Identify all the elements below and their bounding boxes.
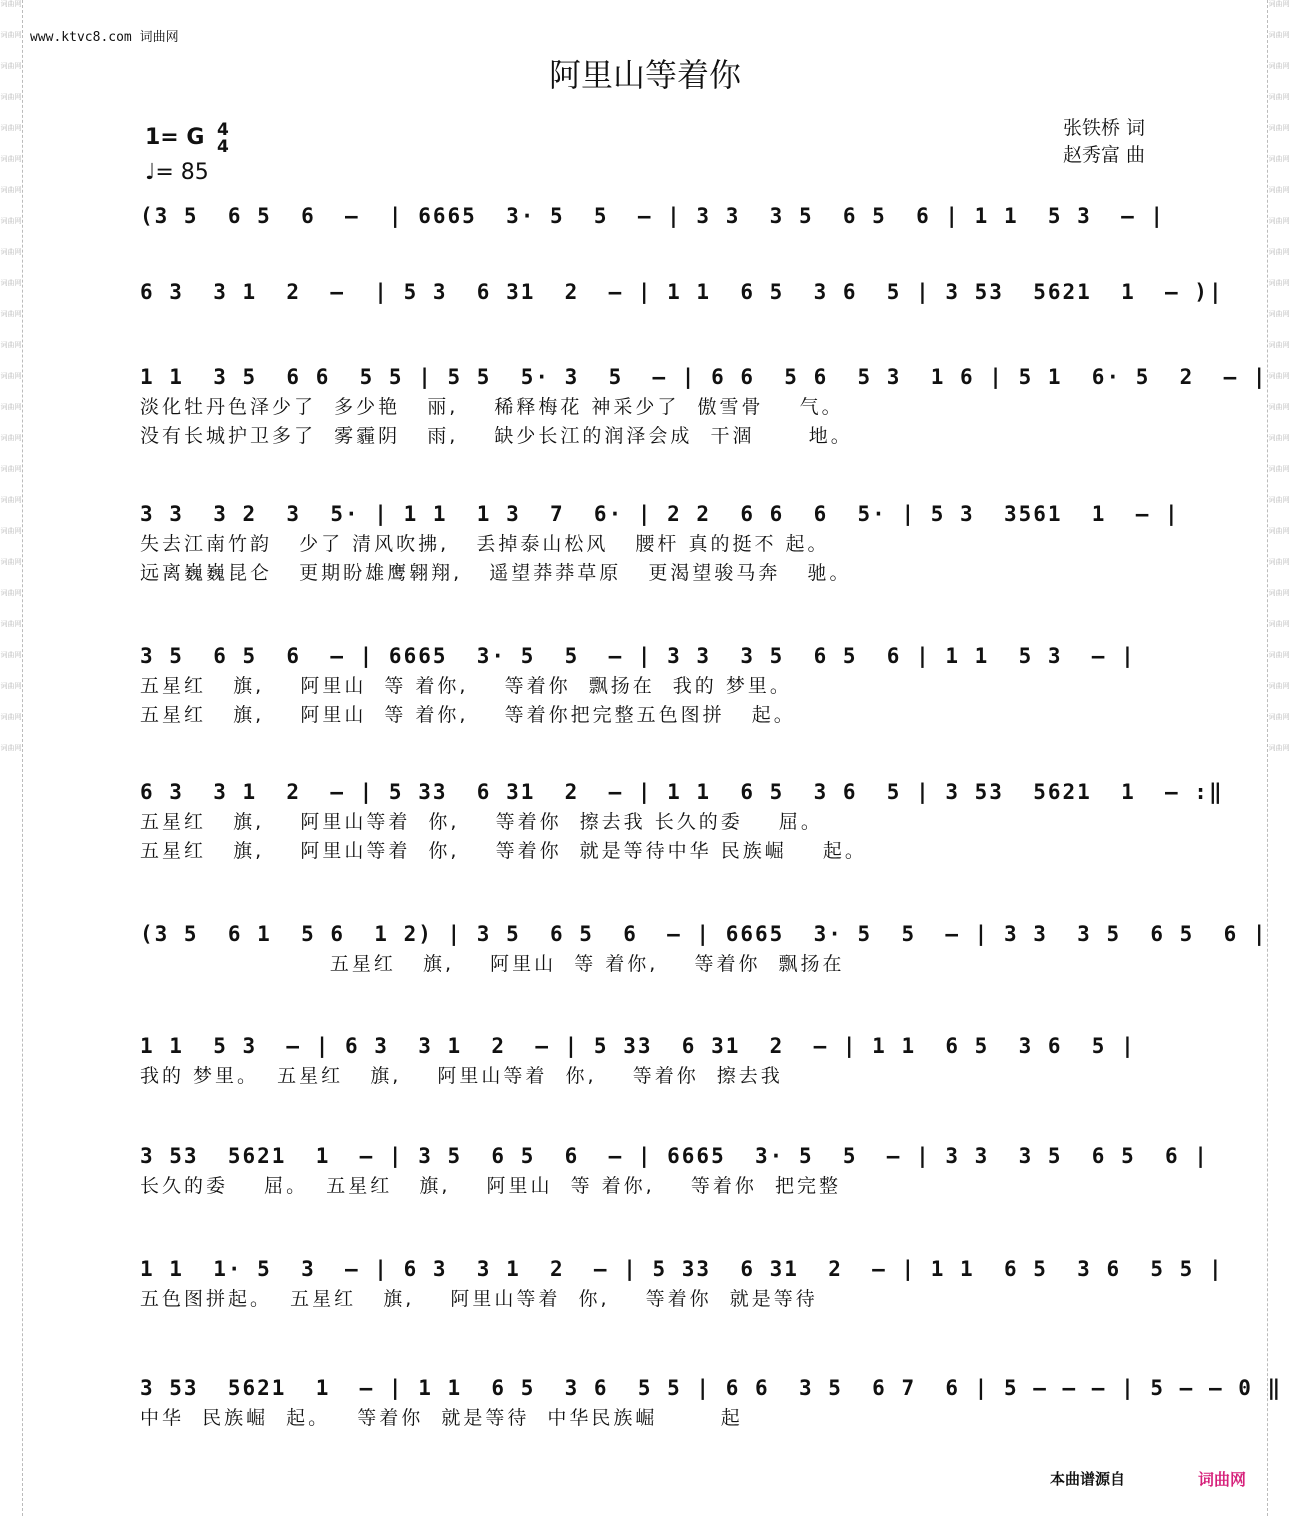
notation-line: 3 53 5621 1 – | 1 1 6 5 3 6 5 5 | 6 6 3 5 6 7 6 | 5 – – – | 5 – – 0 ‖ bbox=[140, 1376, 1283, 1400]
lyric-line: 五星红 旗, 阿里山 等 着你, 等着你 飘扬在 bbox=[140, 953, 845, 975]
notation-line: 3 5 6 5 6 – | 6665 3· 5 5 – | 3 3 3 5 6 5 6 | 1 1 5 3 – | bbox=[140, 644, 1136, 668]
notation-line: 6 3 3 1 2 – | 5 33 6 31 2 – | 1 1 6 5 3 6 5 | 3 53 5621 1 – :‖ bbox=[140, 780, 1224, 804]
notation-line: 6 3 3 1 2 – | 5 3 6 31 2 – | 1 1 6 5 3 6 5 | 3 53 5621 1 – )| bbox=[140, 280, 1224, 304]
lyricist-credit: 张铁桥 词 bbox=[1062, 117, 1145, 139]
lyric-line: 远离巍巍昆仑 更期盼雄鹰翱翔, 遥望莽莽草原 更渴望骏马奔 驰。 bbox=[140, 562, 852, 584]
score-system bbox=[140, 1030, 1152, 1091]
left-watermark-strip: 词曲网 词曲网 词曲网 词曲网 词曲网 词曲网 词曲网 词曲网 词曲网 词曲网 词曲网 词曲网 词曲网 词曲网 词曲网 词曲网 词曲网 词曲网 词曲网 词曲网 词曲网 词曲网 词曲网 词曲网 词曲网 bbox=[0, 0, 23, 1516]
right-watermark-strip: 词曲网 词曲网 词曲网 词曲网 词曲网 词曲网 词曲网 词曲网 词曲网 词曲网 词曲网 词曲网 词曲网 词曲网 词曲网 词曲网 词曲网 词曲网 词曲网 词曲网 词曲网 词曲网 词曲网 词曲网 词曲网 bbox=[1267, 0, 1290, 1516]
notation-line: 1 1 3 5 6 6 5 5 | 5 5 5· 3 5 – | 6 6 5 6 5 3 1 6 | 5 1 6· 5 2 – | bbox=[140, 365, 1268, 389]
lyric-line: 长久的委 屈。 五星红 旗, 阿里山 等 着你, 等着你 把完整 bbox=[140, 1175, 841, 1197]
credits bbox=[1063, 115, 1145, 169]
song-title: 阿里山等着你 bbox=[548, 56, 741, 94]
notation-line: (3 5 6 5 6 – | 6665 3· 5 5 – | 3 3 3 5 6 5 6 | 1 1 5 3 – | bbox=[140, 204, 1166, 228]
score-system bbox=[140, 498, 1180, 588]
score-system bbox=[140, 1140, 1209, 1201]
time-signature-bottom: 4 bbox=[217, 137, 229, 157]
lyric-line: 五星红 旗, 阿里山 等 着你, 等着你 飘扬在 我的 梦里。 bbox=[140, 675, 792, 697]
notation-line: 3 3 3 2 3 5· | 1 1 1 3 7 6· | 2 2 6 6 6 5· | 5 3 3561 1 – | bbox=[140, 502, 1180, 526]
lyric-line: 没有长城护卫多了 雾霾阴 雨, 缺少长江的润泽会成 干涸 地。 bbox=[140, 425, 853, 447]
source-url: www.ktvc8.com 词曲网 bbox=[30, 30, 179, 45]
lyric-line: 五星红 旗, 阿里山等着 你, 等着你 擦去我 长久的委 屈。 bbox=[140, 811, 823, 833]
lyric-line: 失去江南竹韵 少了 清风吹拂, 丢掉泰山松风 腰杆 真的挺不 起。 bbox=[140, 533, 830, 555]
score-system bbox=[140, 640, 1152, 730]
notation-line: (3 5 6 1 5 6 1 2) | 3 5 6 5 6 – | 6665 3· 5 5 – | 3 3 3 5 6 5 6 | bbox=[140, 922, 1268, 946]
footer-source-label: 本曲谱源自 bbox=[1050, 1470, 1126, 1488]
lyric-line: 我的 梦里。 五星红 旗, 阿里山等着 你, 等着你 擦去我 bbox=[140, 1065, 783, 1087]
lyric-line: 五星红 旗, 阿里山等着 你, 等着你 就是等待中华 民族崛 起。 bbox=[140, 840, 867, 862]
notation-line: 1 1 5 3 – | 6 3 3 1 2 – | 5 33 6 31 2 – | 1 1 6 5 3 6 5 | bbox=[140, 1034, 1136, 1058]
score-system bbox=[140, 918, 1268, 979]
score-system bbox=[140, 200, 1166, 232]
notation-line: 1 1 1· 5 3 – | 6 3 3 1 2 – | 5 33 6 31 2 – | 1 1 6 5 3 6 5 5 | bbox=[140, 1257, 1224, 1281]
tempo-marking: ♩= 85 bbox=[145, 160, 209, 185]
score-system bbox=[140, 276, 1224, 308]
lyric-line: 五星红 旗, 阿里山 等 着你, 等着你把完整五色图拼 起。 bbox=[140, 704, 796, 726]
lyric-line: 中华 民族崛 起。 等着你 就是等待 中华民族崛 起 bbox=[140, 1407, 743, 1429]
lyric-line: 五色图拼起。 五星红 旗, 阿里山等着 你, 等着你 就是等待 bbox=[140, 1288, 818, 1310]
score-system bbox=[140, 1372, 1283, 1433]
notation-line: 3 53 5621 1 – | 3 5 6 5 6 – | 6665 3· 5 5 – | 3 3 3 5 6 5 6 | bbox=[140, 1144, 1209, 1168]
time-signature-top: 4 bbox=[217, 120, 229, 140]
composer-credit: 赵秀富 曲 bbox=[1062, 144, 1145, 166]
time-signature bbox=[217, 122, 229, 156]
score-system bbox=[140, 776, 1224, 866]
score-system bbox=[140, 1253, 1224, 1314]
key-signature: 1= G bbox=[145, 125, 205, 150]
lyric-line: 淡化牡丹色泽少了 多少艳 丽, 稀释梅花 神采少了 傲雪骨 气。 bbox=[140, 396, 844, 418]
footer-site-name: 词曲网 bbox=[1198, 1470, 1247, 1489]
score-system bbox=[140, 361, 1268, 451]
